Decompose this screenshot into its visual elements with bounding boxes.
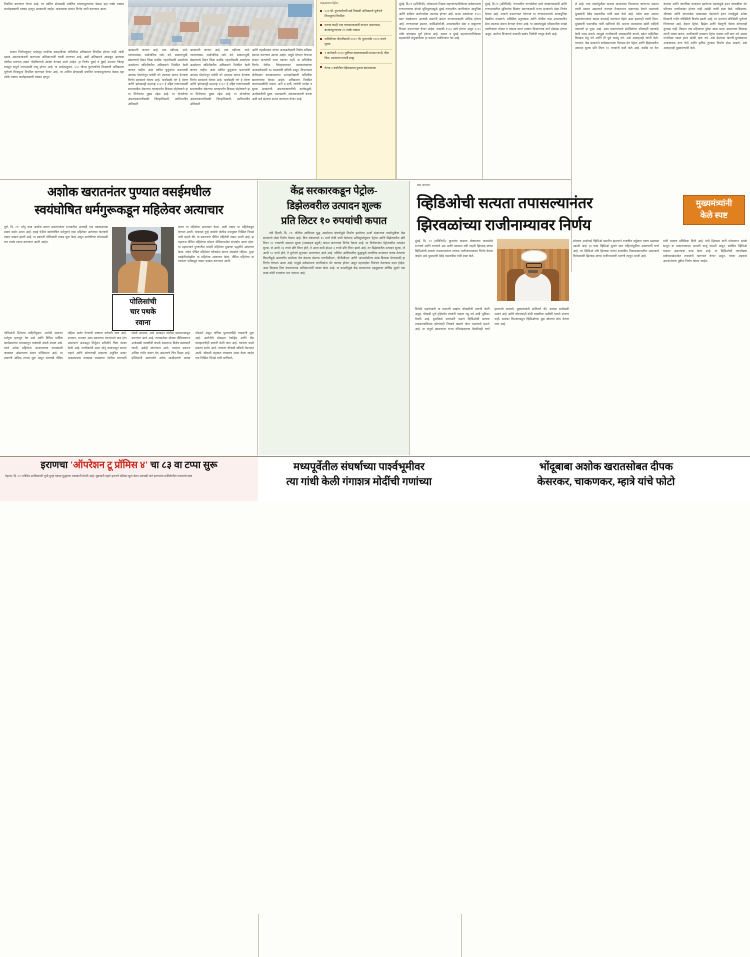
eyeglasses-icon [131, 244, 157, 251]
headline-line: भोंदूबाबा अशोक खरातसोबत दीपक [539, 462, 673, 473]
headline-line: डिझेलवरील उत्पादन शुल्क [286, 200, 382, 212]
headline-line: केंद्र सरकारकडून पेट्रोल- [290, 186, 378, 197]
headline-line: झिरवळांच्या राजीनाम्यावर निर्णय [417, 217, 592, 235]
lead-text: दाम साधला. [417, 183, 431, 187]
eyeglasses-icon [526, 263, 542, 268]
article-right-headline [417, 193, 667, 237]
article-right-lead-strip [417, 183, 747, 188]
article-left-bottom-columns [4, 331, 254, 361]
headline-line: व्हिडिओची सत्यता तपासल्यानंतर [417, 195, 593, 212]
photo-caption-box [112, 294, 174, 331]
minister-photo [497, 239, 569, 301]
article-left-headline [4, 184, 254, 220]
column-divider [258, 914, 259, 957]
person-portrait [497, 239, 569, 301]
paragraph: सोबतच आक्षेपार्ह व्हिडिओ प्रसारित झाल्याने राजकीय वर्तुळात एकच खळबळ उडाली आहे. हा दावा व्हिडिओ सुमारे सात महिन्यांपूर्वीचा असल्याची चर्चा आहे. तर व्हिडिओ मंत्री झिरवळ यांच्या शासकीय निवासस्थानातील असल्याचे विरोधकांनी झिरवळ यांच्या राजीनाम्याची मागणी लावून धरली आहे. [573, 239, 659, 258]
person-moustache [528, 270, 538, 273]
top-section [0, 0, 750, 180]
top-column-b [190, 48, 250, 109]
paragraph: शासन निर्णयानुसार भाडेपट्टा नागरिक वसाहतीच्या जमिनीवर अतिक्रमण नियमित होणार नाही. याची दक्षता अंमलबजावणी करणाऱ्या अधिकाऱ्यांनी घ्यावी लागणार आहे. अशी अतिक्रमणे आढळून आल्यास पोलीस ठाण्यात तक्रार नोंदविण्याचे आदेश देण्यात आले आहेत. हा निर्णय मुंबई व मुंबई उपनगर जिल्हा वगळून संपूर्ण राज्यासाठी लागू होणार आहे. या आदेशानुसार, ५०० चौरस फुटांपर्यंतचे मिळकती अतिक्रमण पूर्णपणे विनामूल्य नियमित करण्यात येणार आहे. तर उर्वरित क्षेत्रासाठी प्रचलित बाजारमूल्याच्या केवळ दहा टक्के रक्कम कब्जेहक्काची रक्कम म्हणून [4, 50, 124, 79]
key-point-item: ५०० चौ. फुटापर्यंतची सर्व निवासी अतिक्रमणे पूर्णपणे विनामूल्य नियमित [320, 8, 392, 22]
column-divider [409, 181, 410, 455]
top-right-column-2 [485, 2, 567, 39]
paragraph: लावर या महिलेचा अत्याचार केला. अशी तक्रार या महिलेकडून देण्यात आली. याबाबत गुन्हे शाखेचे पोलीस उपायुक्त निखिल पिंगळे यांनी म्हटले की, या प्रकरणात पीडित महिलेची तक्रार आली आहे. हा महाराज पीडित महिलेच्या सोशल मीडियामार्फत संपर्कात आला होता. या महाराजाने पुण्यातील मांजरी महिलेवर बुवाच्या पद्धतीने अत्याचार केला. तसेच पीडित महिलेवर ब्लॅकमेल करून संपर्कात राहिला. पुन्हा वसईतीलदेखील या महिलेचा अत्याचार केला. पीडित महिलेचा या त्यानंतर पतीकडून तक्रार दाखल करण्यात आली. [178, 225, 254, 264]
person-hair [128, 230, 158, 242]
key-points-box [316, 0, 396, 179]
paragraph: मुंबई, दि. २९ (प्रतिनिधी): कुन्यांचा वाढत्या धोक्याच्या पाठवलेले राज्याचे आणि राज्याचे अन्न आणि प्रशासन मंत्री नरहरी झिरवळ यांच्या व्हिडिओची सत्यता तपासल्यानंतर त्यांच्या राजीनाम्याबाबत निर्णय घेतला जाईल असे मुख्यमंत्री देवेंद्र फडणवीस यांनी स्पष्ट केले. [415, 239, 493, 258]
bottom-strip [0, 456, 750, 501]
headline-line: मध्यपूर्वेतील संघर्षाच्या पार्श्वभूमीवर [293, 462, 425, 473]
accused-photo [112, 227, 174, 293]
photo-vehicle [172, 36, 182, 42]
article-left [0, 181, 258, 455]
caption-line: पोलिसांची [129, 296, 157, 306]
aerial-settlement-photo [128, 0, 314, 46]
top-column-a [128, 48, 188, 109]
photo-building [288, 4, 312, 17]
headline-line: प्रति लिटर १० रुपयांची कपात [281, 215, 387, 227]
top-right-column-1 [399, 2, 481, 44]
key-point-item: जमिनीच्या नोंदणीसाठी १००० चौ. फुटापर्यंत १००० रुपये शुल्क [320, 36, 392, 50]
paragraph: मुंबई, दि.२९ (प्रतिनिधी): राज्यातील रुग्णसेवेचा दर्जा उंचावण्यासाठी आणि रुग्णालयांतील सुविधांचा विस्तार करण्यासाठी राज्य सरकारने मोठा निर्णय घेतला आहे. नव्याने उभारण्यात येणाऱ्या या रुग्णालयामध्ये अत्याधुनिक वैद्यकीय उपकरणे, प्रशिक्षित मनुष्यबळ आणि चोवीस तास आपत्कालीन सेवा उपलब्ध करून देण्यात येणार आहे. या प्रकल्पामुळे परिसरातील लाखो नागरिकांना मोफत व माफक दरात उपचार मिळण्याचा मार्ग मोकळा होणार असून, आरोग्य विभागाने यासाठी स्वतंत्र निधीची तरतूद केली आहे. [485, 2, 567, 36]
paragraph: नियमित करण्यात येणार आहे. तर उर्वरित क्षेत्रासाठी प्रचलित बाजारमूल्याच्या केवळ दहा टक्के रक्कम कब्जेहक्काची रक्कम म्हणून आकारली जाईल, याबाबतचा शासन निर्णय जारी करण्यात आला. [4, 2, 124, 11]
article-center-headline [263, 185, 405, 229]
article-right [411, 181, 750, 455]
article-right-bottom-columns [415, 307, 569, 332]
top-column-c [252, 48, 312, 104]
photo-roof [252, 18, 275, 30]
photo-roof [134, 16, 151, 25]
headline-post: चा ८३ वा टप्पा सुरू [147, 460, 218, 471]
column-divider [257, 181, 258, 455]
middle-section [0, 181, 750, 455]
bottom-right-headline [467, 461, 745, 490]
photo-roof [228, 26, 249, 37]
paragraph: यांनी प्रथमच प्रतिक्रिया दिली आहे. मंत्री झिरवळ यांनी फोनवरून संपर्क साधून या प्रकरणाबाबत आपली बाजू मांडली असून, संबंधित व्हिडिओ बनावट असल्याचा दावा केला आहे. या व्हिडिओची न्यायवैद्यक प्रयोगशाळेमार्फत तपासणी करण्यात येणार असून, त्याचा अहवाल आल्यानंतरच पुढील निर्णय घेतला जाईल. [663, 239, 747, 263]
photo-roof [278, 28, 298, 39]
article-right-column-a [415, 239, 493, 261]
article-right-column-b [573, 239, 659, 261]
top-far-right-column [575, 2, 747, 52]
key-point-item: १ जानेवारी २०११ पूर्वीच्या वास्तव्यासाठी मतदार यादी, वीज बिल, मालमत्ता पावती ग्राह्य [320, 50, 392, 64]
headline-line: त्या गांधी केली गंगाशत्र मोदींची गणांच्या [286, 476, 432, 488]
top-left-column-1 [4, 2, 124, 14]
paragraph: नवी दिल्ली, दि. २९: पश्चिम आशियात युद्ध असलेल्या संघर्षामुळे निर्माण झालेल्या ऊर्जा संकटाच्या पार्श्वभूमीवर केंद्र सरकारने मोठा निर्णय घेतला आहे. वित्त मंत्रालयाने १५ मार्च रोजी जारी केलेल्या अधिसूचनेनुसार पेट्रोल आणि डिझेलवरील प्रति लिटर १० रुपयांची उत्पादन शुल्क (एक्साइज ड्युटी) कपात करण्याचा निर्णय घेतला आहे. या निर्णयानंतर पेट्रोलवरील उत्पादन शुल्क, जे आधी १३ रुपये प्रति लिटर होते, ते आता कमी होऊन ३ रुपये प्रति लिटर झाले आहे. तर डिझेलवरील उत्पादन शुल्क, जे आधी १० रुपये होते, ते पूर्णपणे शून्यावर आणण्यात आले आहे. पश्चिम आशियातील युद्धामुळे जागतिक बाजारात कच्चा तेलाच्या किमतीमुळे अडचणीत आलेल्या तेल कंपन्या कंपन्या 'एचपीसीएल', 'बीपीसीएल' आणि 'आयओसी'ला खांद्य दिलासा देण्यासाठी हा निर्णय घेण्यात आला आहे. यामुळे सर्वसामान्य नागरिकांना थेट फायदा होणार असून महागाईवर नियंत्रण ठेवण्यास मदत होईल, असा विश्वास वित्त मंत्रालयाच्या अधिकाऱ्यांनी व्यक्त केला आहे. या कपातीमुळे केंद्र सरकारच्या महसुलावर वार्षिक सुमारे एक लाख कोटी रुपयांचा भार पडणार आहे. [263, 231, 405, 275]
badge-line: मुख्यमंत्र्यांनी [695, 199, 733, 208]
photo-roof [180, 22, 199, 32]
photo-sky [128, 0, 314, 7]
bottom-article-left [0, 457, 258, 501]
bottom-article-center [259, 457, 459, 501]
badge-line: केले स्पष्ट [700, 210, 728, 220]
headline-highlight: 'ऑपरेशन टू प्रॉमिस ४' [70, 460, 148, 471]
paragraph: मुंबई, दि.२९ (प्रतिनिधी): लोकमान्य टिळक महानगरपालिकेच्या सर्वसाधारण रुग्णालयाच्या दोनशे भूमिपूजनामुळे मुंबई राज्यातील नागरिकांना आधुनिक आणि दर्जेदार आरोग्यसेवा उपलब्ध होणार आहे. सध्या असलेल्या १५०० खाट संख्येवरून आणखी खाटांनी क्षमता रुग्णालयासाठी अधिक होणार आहे. रुग्णालयात इमारत, कार्डिओलॉजी, आपत्कालीन सेवा व बाह्यरुग्ण विभाग उभारण्यात येणार आहेत. यासाठी १५०० खर्च होणार असून २०२० पर्यंत बांधकाम पूर्ण होणार आहे. शासन व मुंबई महानगरपालिकेच्या सहकार्याने संयुक्तरीत्या हा प्रकल्प राबविण्यात येत आहे. [399, 2, 481, 41]
paragraph: आकारली जाणार आहे. मात्र नदीपात्र, नाले, नाल्याजवळ, सार्वजनिक रस्ते, वने, स्मशानभूमी, खेळण्याचे मैदान किंवा राखीव, रहदारीसाठी असलेल्या असलेल्या जमिनीवरील अतिक्रमणे नियमित केली जाणार नाहीत. अशा बाधित कुटुंबांना 'प्रधानमंत्री आवास योजने'तून पर्यायी घरे उपलब्ध करून देण्याचा निर्णय सरकारने घेतला आहे. 'सर्वांसाठी घरे' हे धोरण आणि 'झोपडपट्टी महाराष्ट्र २०२२' हे उद्दिष्ट गाठण्यासाठी समाजातील शेवटच्या घटकापर्यंत विकास पोहोचवणे हा या निर्णयाचा मुख्य उद्देश आहे. या योजनेच्या अंमलबजावणीसाठी जिल्हाधिकारी, उपविभागीय अधिकारी [128, 48, 188, 107]
caption-line: चार पथके [129, 307, 157, 317]
photo-vehicle [131, 33, 143, 40]
key-points-lead: पाऊसमात येईल. [320, 1, 339, 5]
paragraph: आकारली जाणार आहे. मात्र नदीपात्र, नाले, नाल्याजवळ, सार्वजनिक रस्ते, वने, स्मशानभूमी, खेळण्याचे मैदान किंवा राखीव, रहदारीसाठी असलेल्या असलेल्या जमिनीवरील अतिक्रमणे नियमित केली जाणार नाहीत. अशा बाधित कुटुंबांना 'प्रधानमंत्री आवास योजने'तून पर्यायी घरे उपलब्ध करून देण्याचा निर्णय सरकारने घेतला आहे. 'सर्वांसाठी घरे' हे धोरण आणि 'झोपडपट्टी महाराष्ट्र २०२२' हे उद्दिष्ट गाठण्यासाठी समाजातील शेवटच्या घटकापर्यंत विकास पोहोचवणे हा या निर्णयाचा मुख्य उद्देश आहे. या योजनेच्या अंमलबजावणीसाठी जिल्हाधिकारी, उपविभागीय अधिकारी [190, 48, 250, 107]
person-portrait [112, 227, 174, 293]
gandhi-cap [521, 250, 547, 262]
paragraph: आणि तहसीलदार यांच्या अध्यक्षतेखाली विशेष समित्या स्थापन करण्यात आल्या आहेत. यापुढे देण्यात येणाऱ्या शासन मान्यतेची गरज पडणार नाही. या समितीचा निर्णय घेतील, जिल्हास्तरावर पालकमंत्र्यांच्या अध्यक्षतेखाली १७ सदस्यांची समिती असून, विभागस्तर क्षेत्रीयस्तर कामकाजाच्या अध्यक्षतेखाली समितीचा स्थापण्याचा वेगळा आहेत. अतिक्रमण नियमित करण्यासाठीची पात्रता, अटी व शर्ती, जागेची मर्यादा व शुल्क आकारणी, अंमलबजावणीची कार्यपद्धती, अर्जांसाठीची मुदत, पडताळणी, अंमलबजावणी यंत्रणा अशी सर्व संरचना सज्ज करण्यात येणार आहे. [252, 48, 312, 102]
article-right-column-c [663, 239, 747, 266]
paragraph: पोलिसांनी दिलेल्या माहितीनुसार, आरोपी स्वतःला धर्मगुरू म्हणवून घेत असे आणि विविध धार्मिक कार्यक्रमांच्या माध्यमातून भक्तांशी संपर्क साधत असे. त्याने अनेक महिलांना अध्यात्माच्या नावाखाली जाळ्यात ओढल्याचा संशय पोलिसांना आहे. या प्रकरणी अधिक तपास सुरू असून आणखी पीडित महिला समोर येण्याची शक्यता वर्तवली जात आहे. दरम्यान, राज्यात अशा प्रकारच्या घटनांमध्ये वाढ होत असल्याने अंधश्रद्धा निर्मूलन समितीने चिंता व्यक्त केली आहे. नागरिकांनी अशा भोंदू बाबांपासून सावध राहावे आणि कोणत्याही प्रकारचा अनुचित प्रकार आढळल्यास तात्काळ जवळच्या पोलीस ठाण्याशी संपर्क साधावा, असे आवाहन पोलीस प्रशासनाकडून करण्यात आले आहे. त्याचबरोबर सोशल मीडियावरून अनोळखी व्यक्तींशी संपर्क साधताना विशेष खबरदारी घ्यावी, असेही सांगण्यात आले. त्यानंतर प्रकरण अधिक गंभीर वळण घेत असल्याचे चित्र दिसत आहे. पोलिसांनी आतापर्यंत अनेक साक्षीदारांचे जबाब नोंदवले असून तांत्रिक पुराव्यांचीही तपासणी सुरू आहे. आरोपीचे मोबाइल रेकॉर्ड्स आणि बँक व्यवहारांचीही छाननी केली जात आहे. त्यानंतर घडले प्रकरण समोर आले. त्यानंतर चौकशी समिती नेमण्यात आली. चौकशी अहवाल लवकरच सादर केला जाईल एक निखिल पिंगळे यांनी सांगितले. [4, 331, 254, 360]
column-divider [482, 0, 483, 179]
caption-line: रवाना [135, 317, 151, 327]
section-rule [0, 179, 571, 180]
headline-line: अशोक खरातनंतर पुण्यात वसईमधील [47, 185, 211, 199]
bottom-left-headline [5, 460, 253, 473]
bottom-center-headline [264, 461, 454, 490]
status-badge [683, 195, 745, 225]
bottom-left-subtext: तेहरान, दि. २९: पश्चिम आशियावरी भूमी पुन्हा एकदा युद्धाच्या ज्वाळांनी पेटली आहे. शुक्रवारी पहाटे इराणने सीमेवर सुरू केला आणखी नाते हल्ल्याचा मालिकेतील नवल्याचे स्पष्ट [5, 474, 193, 479]
key-point-item: गेल्या १ वर्षातील रहिवासाचा पुरावा बंधनकारक [320, 64, 392, 72]
column-divider [396, 0, 397, 179]
column-divider [461, 914, 462, 957]
paragraph: पुणे, दि. २९: भोंदू बाबा अशोक खरात प्रकरणानंतर राज्यातील आणखी एक धक्कादायक प्रकार समोर आला आहे. वसई येथील स्वयंघोषित धर्मगुरूने एका महिलेवर अत्याचार केल्याची तक्रार दाखल झाली आहे. या प्रकरणी पोलिसांनी तपास सुरू केला असून आरोपीच्या शोधासाठी चार पथके रवाना करण्यात आली आहेत. [4, 225, 108, 244]
article-center [259, 181, 409, 455]
top-left-column-2 [4, 50, 124, 82]
key-point-item: घराचा काही भाग व्यवसायासाठी वापरत असल्यास, बाजारमूल्याच्या २५ टक्के रक्कम [320, 22, 392, 36]
photo-vehicle [220, 39, 231, 44]
key-points-list [320, 8, 392, 72]
photo-roof [202, 14, 226, 26]
paragraph: विरोधी पक्षनेत्यांनी या प्रकरणी सखोल चौकशीची मागणी केली असून, चौकशी पूर्ण होईपर्यंत मंत्र्यांनी पदावर राहू नये अशी भूमिका घेतली आहे. दुसरीकडे सत्ताधारी पक्षाने व्हिडिओची सत्यता तपासल्याशिवाय कोणताही निष्कर्ष काढणे योग्य नसल्याचे म्हटले आहे. या संपूर्ण प्रकरणावर राज्य मंत्रिमंडळाच्या बैठकीतही चर्चा झाल्याचे समजते. मुख्यमंत्र्यांनी सांगितले की, कायदा सर्वांसाठी समान आहे आणि कोणत्याही दोषी व्यक्तीला पाठीशी घातले जाणार नाही. सायबर विभागाकडून व्हिडिओच्या मूळ स्रोताचा शोध घेतला जात आहे. [415, 307, 569, 331]
bottom-article-right [462, 457, 750, 501]
photo-roof [154, 12, 176, 23]
article-left-column-1 [4, 225, 108, 247]
paragraph: ले आहे. याच पार्श्वभूमीवर समाज माध्यमांवर फिरवल्या जाणाऱ्या अफवा त्यांनी पसरत असल्याने राज्यात गैरकारभार वाढण्यास वेगाने नसल्याचे मुख्यमंत्री देवेंद्र फडणवीस यांनी स्पष्ट केले आहे. तसेच अशा अफवा पसरवणाऱ्यांवर कडक कारवाई करण्यात येईल असा इशाराही त्यांनी दिला. मुख्यमंत्री फडणवीस यांनी सांगितले की, समाज माध्यमांवर खोटी माहिती पसरवणे हा गुन्हा आहे. अशा प्रकरणांमध्ये संबंधितांवर फौजदारी कारवाई केली जाऊ शकते. त्यामुळे नागरिकांनी जबाबदारीने वागणे, खोटा माहितीवर विश्वास ठेवू नये आणि ती पुढे पाठवू नये, असे आवाहनही त्यांनी केले. दरम्यान, केंद्र सरकारने सर्वसामान्यांना दिलासा देत पेट्रोल आणि डिझेलवरील उत्पादन शुल्क प्रति लिटर १० रुपयांनी कमी केले आहे. वाढीव दर तेल कंपन्या आणि जागतिक बाजारात झालेल्या बदलांमुळे इंधन दरवाढीचा थेट परिणाम नागरिकांवर होणार नाही असेही त्यांनी स्पष्ट केले. पाकिस्तान, श्रीलंका आणि बांगलादेश यांसारख्या देशांमध्ये इंधन टंचाईमुळे अनेक ठिकाणी गंभीर परिस्थिती निर्माण झाली आहे, तर भारतात परिस्थिती पूर्णपणे नियंत्रणात आहे. देशात पेट्रोल, डिझेल आणि गॅसगुणी गॅसचा कोणताही तुटवडा नाही. किमान एक महिन्याचा पुरेसा साठा सध्या असल्याचा विश्वास त्यांनी व्यक्त करून, नागरिकांनी घाबरून पेट्रोल पंपावर गर्दी करू नये अथवा गरजेपेक्षा जास्त इंधन खरेदी करू नये. असे केल्यास मागणी-पुरवठ्यावर अनावश्यक ताण येतो आणि कृत्रिम तुटवडा निर्माण होऊ शकतो, असे आवाहनही मुख्यमंत्र्यांनी केले. [575, 2, 747, 51]
headline-line: स्वयंघोषित धर्मगुरूकडून महिलेवर अत्याचार [34, 202, 224, 217]
article-left-column-2 [178, 225, 254, 267]
headline-pre: इराणचा [40, 460, 71, 471]
headline-line: केसरकर, चाकणकर, म्हात्रे यांचे फोटो [537, 476, 675, 488]
